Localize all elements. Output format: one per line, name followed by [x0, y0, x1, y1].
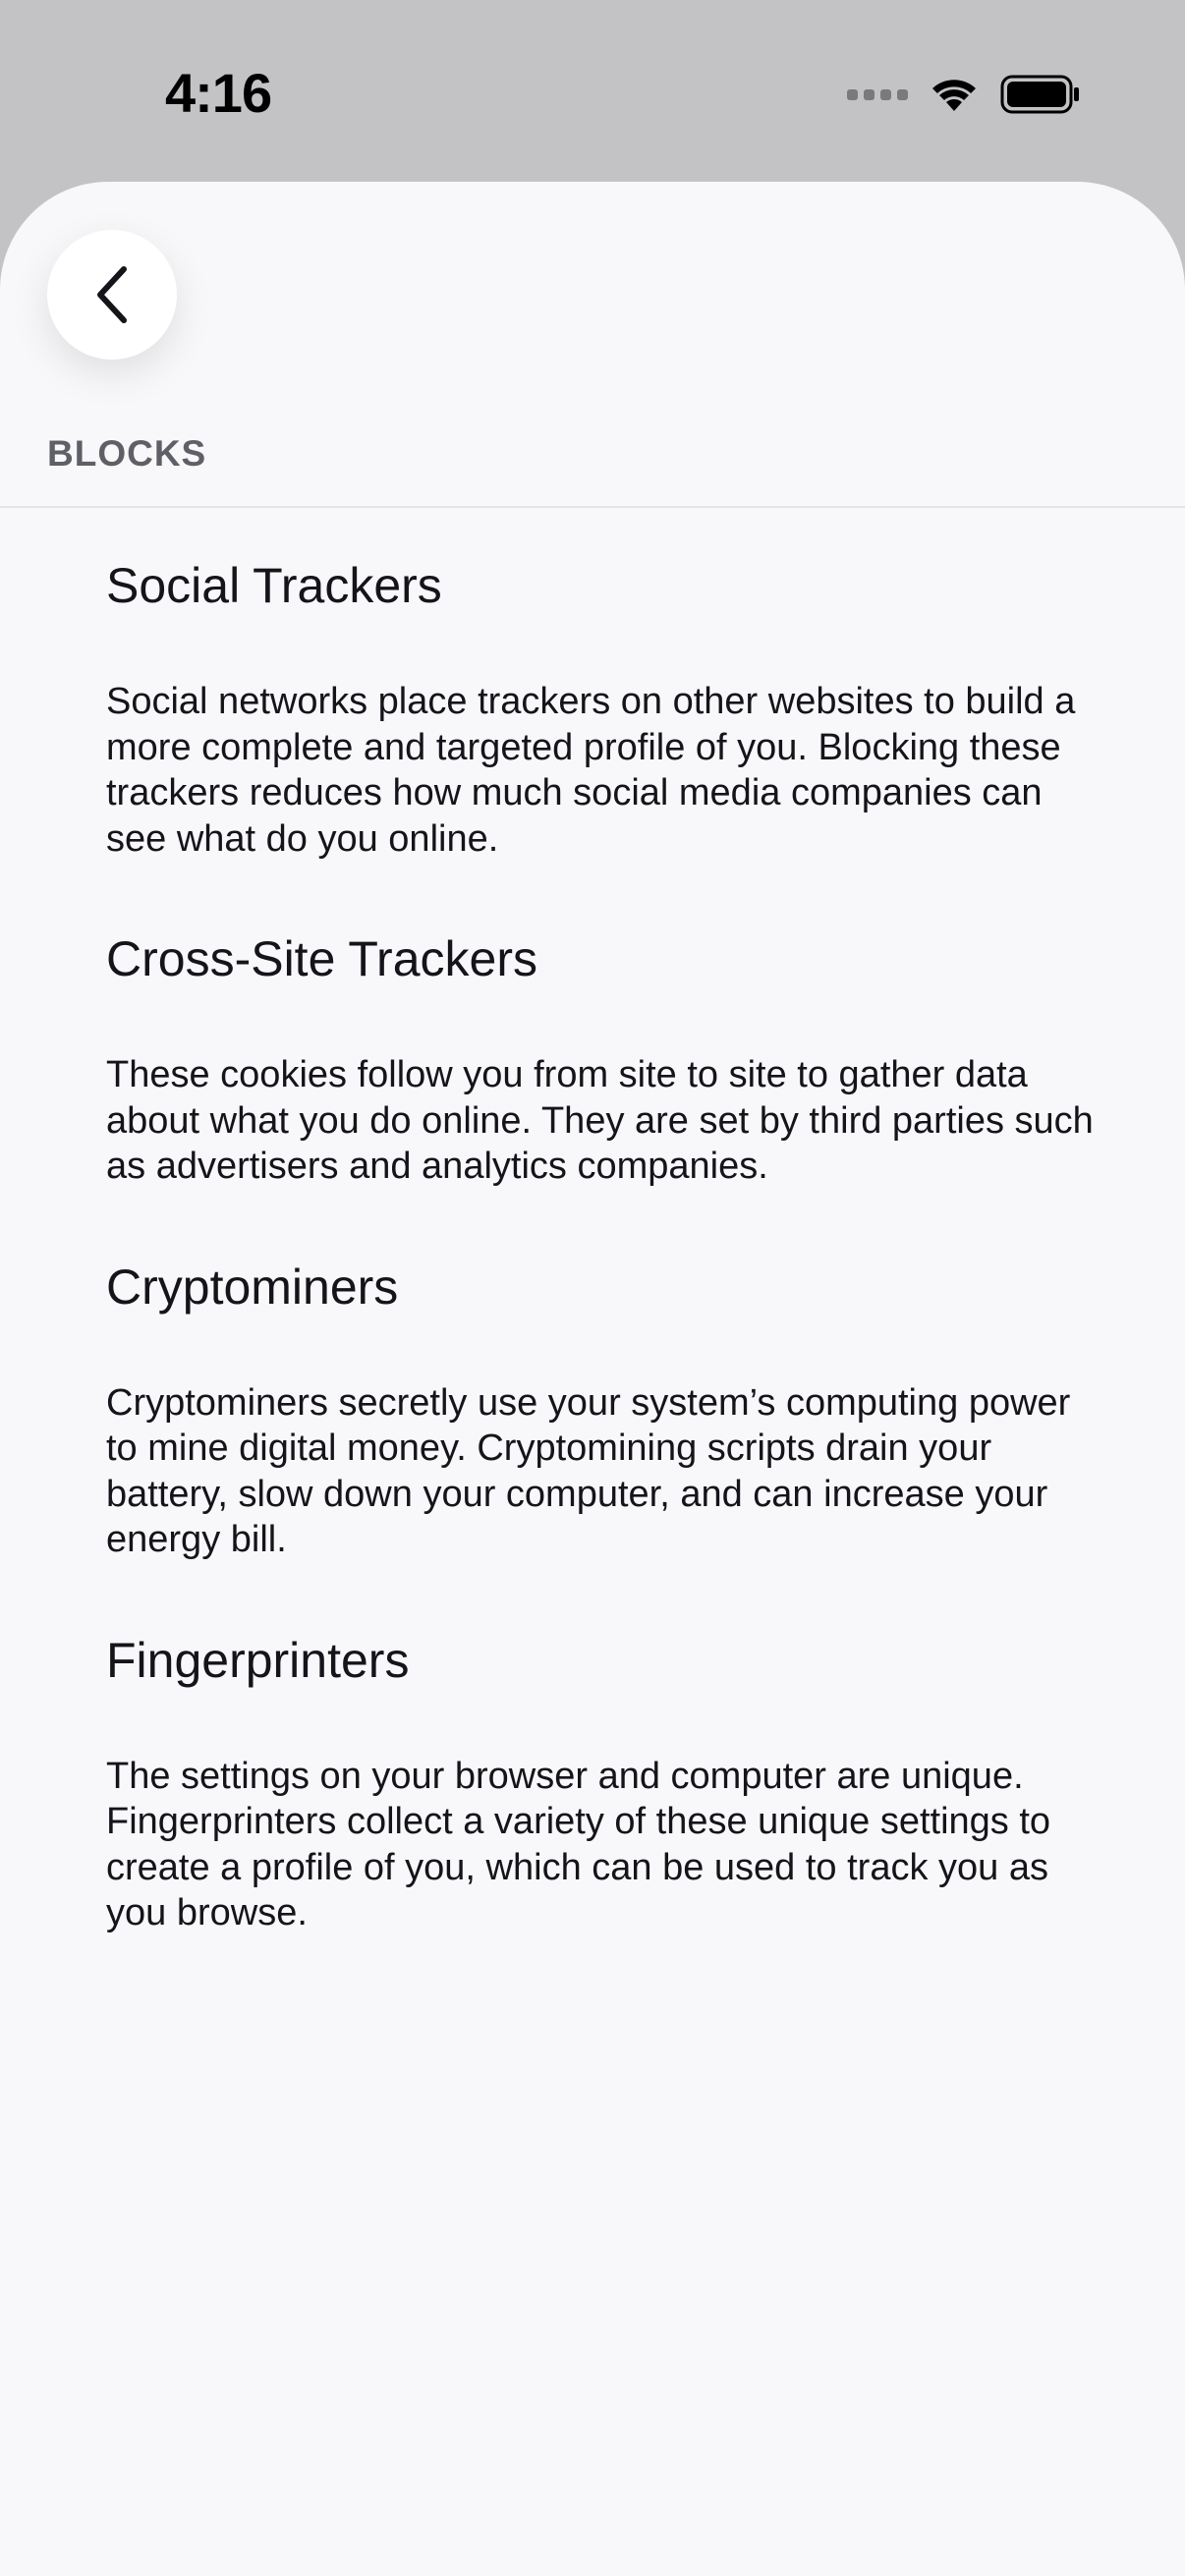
status-bar: [0, 0, 1185, 187]
status-time: 4:16: [165, 62, 272, 124]
list-item: [106, 928, 1099, 1190]
divider: [0, 506, 1185, 508]
status-icons: [847, 75, 1081, 114]
item-title: Social Trackers: [106, 558, 442, 613]
item-description: The settings on your browser and computer are unique. Fingerprinters collect a variety of these unique settings to create a profile of you, which can be used to track you as you browse.: [106, 1755, 1051, 1933]
item-title: Cross-Site Trackers: [106, 931, 537, 986]
section-header: BLOCKS: [47, 433, 207, 474]
cellular-signal-icon: [847, 89, 908, 100]
item-description: Social networks place trackers on other websites to build a more complete and targeted profile of you. Blocking these trackers reduces how much social media companies can see what do you online.: [106, 681, 1076, 860]
back-button[interactable]: [47, 230, 177, 360]
list-item: [106, 1257, 1099, 1563]
list-item: [106, 1630, 1099, 1936]
item-title: Cryptominers: [106, 1259, 399, 1315]
chevron-left-icon: [90, 263, 134, 326]
item-description: These cookies follow you from site to site to gather data about what you do online. They are set by third parties such as advertisers and analytics companies.: [106, 1054, 1094, 1187]
wifi-icon: [930, 76, 979, 113]
item-title: Fingerprinters: [106, 1632, 410, 1688]
list-item: [106, 555, 1099, 862]
battery-icon: [1000, 75, 1081, 114]
item-description: Cryptominers secretly use your system’s computing power to mine digital money. Cryptomining scripts drain your battery, slow down your computer, and can increase your energy bill.: [106, 1381, 1071, 1560]
blocks-sheet: [0, 182, 1185, 2576]
blocks-list: [106, 555, 1099, 1936]
